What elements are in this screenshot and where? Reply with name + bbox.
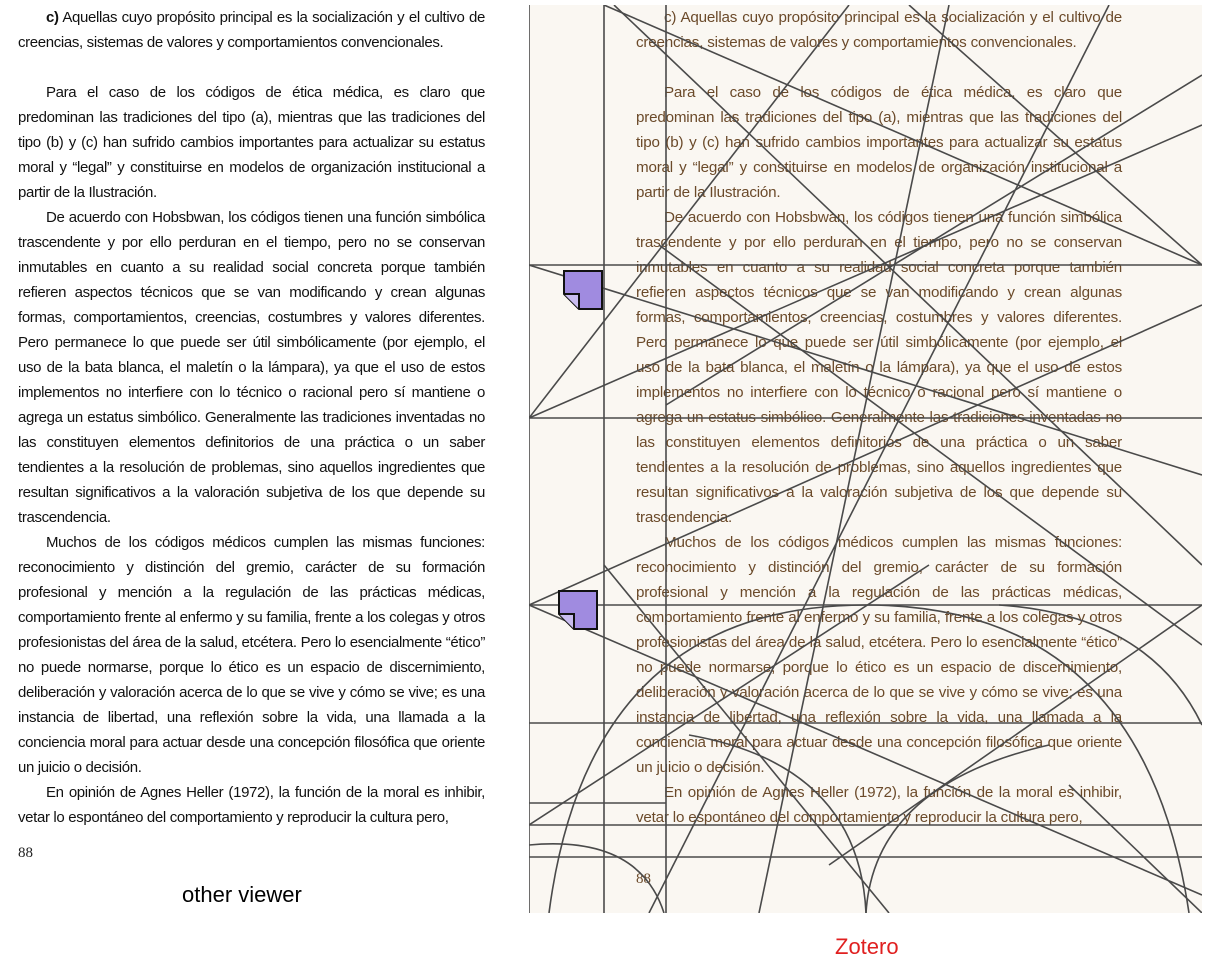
paragraph-text: Aquellas cuyo propósito principal es la socialización y el cultivo de creencias, sistemas de valores y comportamientos convencionales. [18, 9, 485, 51]
page-text-column [18, 5, 485, 830]
paragraph: En opinión de Agnes Heller (1972), la función de la moral es inhibir, vetar lo espontáneo del comportamiento y reproducir la cultura pero, [18, 784, 485, 826]
paragraph: En opinión de Agnes Heller (1972), la función de la moral es inhibir, vetar lo espontáneo del comportamiento y reproducir la cultura pero, [636, 784, 1122, 826]
zotero-viewer-page[interactable] [529, 5, 1202, 913]
rendering-artifact-lines [529, 5, 1202, 913]
paragraph-text: Aquellas cuyo propósito principal es la socialización y el cultivo de creencias, sistemas de valores y comportamientos convencionales. [636, 9, 1122, 51]
list-marker: c) [46, 9, 59, 26]
paragraph: De acuerdo con Hobsbwan, los códigos tienen una función simbólica trascendente y por ello perduran en el tiempo, pero no se conservan inmutables en cuanto a su realidad social concreta porque también refieren aspectos técnicos que se van modificando y crean algunas formas, comportamientos, creencias, costumbres y valores diferentes. Pero permanece lo que puede ser útil simbólicamente (por ejemplo, el uso de la bata blanca, el maletín o la lámpara), ya que el uso de estos implementos no interfiere con lo técnico o racional pero sí mantiene o agrega un estatus simbólico. Generalmente las tradiciones inventadas no las constituyen elementos definitorios de una práctica o un saber tendientes a la resolución de problemas, sino aquellos ingredientes que resultan significativos a la valoración subjetiva de los que depende su trascendencia. [18, 209, 485, 526]
paragraph: De acuerdo con Hobsbwan, los códigos tienen una función simbólica trascendente y por ello perduran en el tiempo, pero no se conservan inmutables en cuanto a su realidad social concreta porque también refieren aspectos técnicos que se van modificando y crean algunas formas, comportamientos, creencias, costumbres y valores diferentes. Pero permanece lo que puede ser útil simbólicamente (por ejemplo, el uso de la bata blanca, el maletín o la lámpara), ya que el uso de estos implementos no interfiere con lo técnico o racional pero sí mantiene o agrega un estatus simbólico. Generalmente las tradiciones inventadas no las constituyen elementos definitorios de una práctica o un saber tendientes a la resolución de problemas, sino aquellos ingredientes que resultan significativos a la valoración subjetiva de los que depende su trascendencia. [636, 209, 1122, 526]
note-icon[interactable] [558, 590, 598, 630]
paragraph: Muchos de los códigos médicos cumplen las mismas funciones: reconocimiento y distinción del gremio, carácter de su formación profesional y mención a la regulación de las prácticas médicas, comportamiento frente al enfermo y su familia, frente a los colegas y otros profesionistas del área de la salud, etcétera. Pero lo esencialmente “ético” no puede normarse, porque lo ético es un espacio de discernimiento, deliberación y valoración acerca de lo que se vive y cómo se vive; es una instancia de libertad, una reflexión sobre la vida, una llamada a la conciencia moral para actuar desde una concepción filosófica que oriente un juicio o decisión. [636, 534, 1122, 776]
paragraph: Muchos de los códigos médicos cumplen las mismas funciones: reconocimiento y distinción del gremio, carácter de su formación profesional y mención a la regulación de las prácticas médicas, comportamiento frente al enfermo y su familia, frente a los colegas y otros profesionistas del área de la salud, etcétera. Pero lo esencialmente “ético” no puede normarse, porque lo ético es un espacio de discernimiento, deliberación y valoración acerca de lo que se vive y cómo se vive; es una instancia de libertad, una reflexión sobre la vida, una llamada a la conciencia moral para actuar desde una concepción filosófica que oriente un juicio o decisión. [18, 534, 485, 776]
page-number: 88 [636, 871, 651, 887]
paragraph: Para el caso de los códigos de ética médica, es claro que predominan las tradiciones del tipo (a), mientras que las tradiciones del tipo (b) y (c) han sufrido cambios importantes para actualizar su estatus moral y “legal” y constituirse en modelos de organización institucional a partir de la Ilustración. [636, 84, 1122, 201]
paragraph-c [18, 5, 485, 55]
note-icon[interactable] [563, 270, 603, 310]
page-number: 88 [18, 845, 33, 861]
list-marker: c) [664, 9, 677, 26]
viewer-caption: Zotero [835, 934, 899, 959]
viewer-caption: other viewer [182, 882, 302, 907]
paragraph: Para el caso de los códigos de ética médica, es claro que predominan las tradiciones del tipo (a), mientras que las tradiciones del tipo (b) y (c) han sufrido cambios importantes para actualizar su estatus moral y “legal” y constituirse en modelos de organización institucional a partir de la Ilustración. [18, 84, 485, 201]
